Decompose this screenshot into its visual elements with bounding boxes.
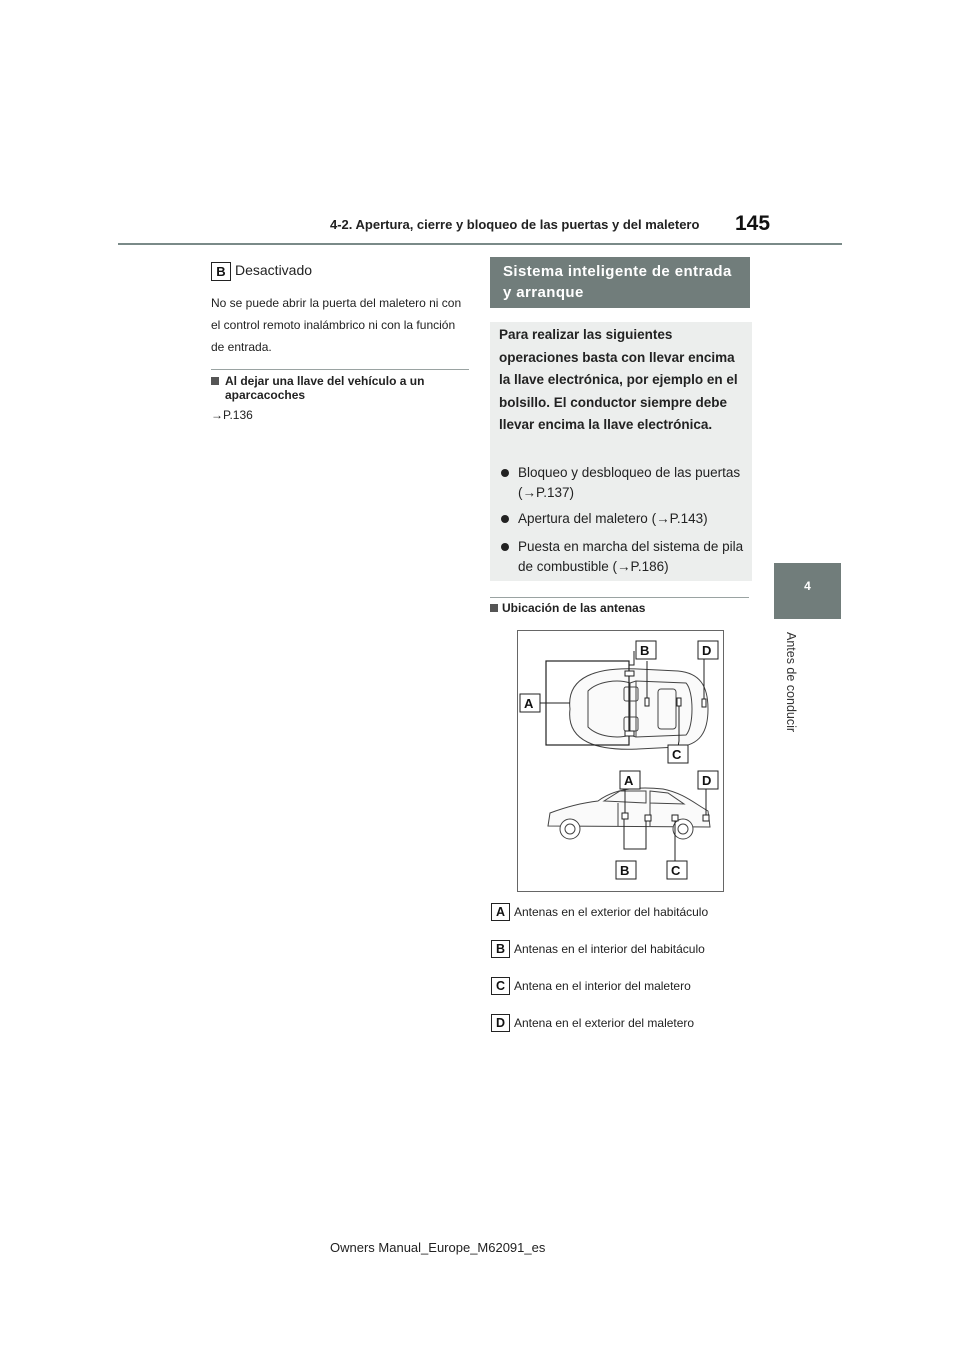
square-bullet-icon [490,604,498,612]
antenna-location-figure [517,630,724,892]
antenna-heading: Ubicación de las antenas [490,601,645,615]
section-title: Sistema inteligente de entrada y arranque [503,263,732,301]
label-side-b: B [620,863,630,878]
label-side-d: D [702,773,712,788]
bullet-dot-icon [501,543,509,551]
option-b-description: No se puede abrir la puerta del maletero ni con el control remoto inalámbrico ni con la función de entrada. [211,296,462,354]
option-b-label: Desactivado [235,262,313,278]
legend-key: D [491,1014,510,1032]
label-side-a: A [624,773,634,788]
info-intro: Para realizar las siguientes operaciones basta con llevar encima la llave electrónica, por ejemplo en el bolsillo. El conductor siempre debe llevar encima la llave electrónica. [499,327,738,432]
label-top-d: D [702,643,712,658]
legend-item-d: D Antena en el exterior del maletero [491,1014,694,1032]
option-b-badge: B [211,262,231,281]
chapter-tab-label: Antes de conducir [784,632,798,733]
chapter-tab-number: 4 [804,579,811,593]
car-top-view-icon [570,669,708,750]
car-side-view-icon [548,788,710,839]
antenna-divider [490,597,749,598]
bullet-dot-icon [501,515,509,523]
legend-key: A [491,903,510,921]
legend-key: B [491,940,510,958]
header-rule [118,243,842,245]
note-divider [211,369,469,370]
bullet-dot-icon [501,469,509,477]
legend-item-a: A Antenas en el exterior del habitáculo [491,903,708,921]
bullet-item: Apertura del maletero (→P.143) [499,509,745,529]
legend-key: C [491,977,510,995]
label-top-b: B [640,643,650,658]
label-side-c: C [671,863,681,878]
label-top-a: A [524,696,534,711]
chapter-title: 4-2. Apertura, cierre y bloqueo de las puertas y del maletero [330,217,700,232]
page-number: 145 [735,212,771,235]
car-antenna-diagram [518,631,723,891]
label-top-c: C [672,747,682,762]
footer-doc-id: Owners Manual_Europe_M62091_es [330,1240,546,1255]
legend-item-b: B Antenas en el interior del habitáculo [491,940,705,958]
bullet-item: Puesta en marcha del sistema de pila de combustible (→P.186) [499,537,745,577]
page-reference-link[interactable]: →P.136 [211,408,253,422]
bullet-item: Bloqueo y desbloqueo de las puertas (→P.137) [499,463,745,503]
note-heading: Al dejar una llave del vehículo a un aparcacoches [211,374,471,402]
square-bullet-icon [211,377,219,385]
legend-item-c: C Antena en el interior del maletero [491,977,691,995]
